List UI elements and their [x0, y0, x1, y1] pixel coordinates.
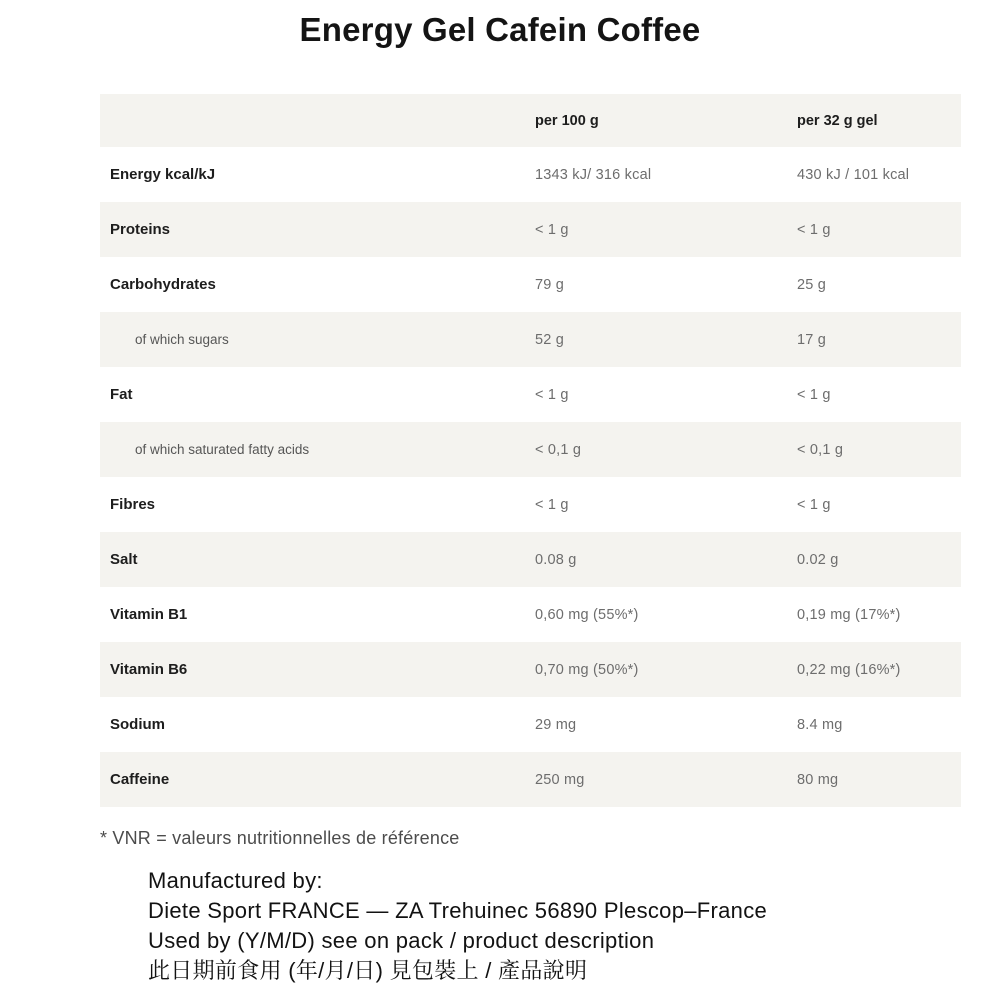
value-per-100g: < 1 g: [535, 221, 569, 238]
manufacturer-address: Diete Sport FRANCE — ZA Trehuinec 56890 Plescop–France: [148, 898, 768, 923]
value-per-100g: 1343 kJ/ 316 kcal: [535, 166, 652, 183]
table-row-vitamin-b6: [100, 642, 961, 697]
manufactured-by-label: Manufactured by:: [148, 868, 323, 893]
row-label: Vitamin B1: [110, 606, 188, 623]
header-cell-per-100g: per 100 g: [535, 112, 599, 129]
header-cell-per-32g: per 32 g gel: [797, 112, 878, 129]
row-label: Energy kcal/kJ: [110, 166, 216, 183]
value-per-32g: 8.4 mg: [797, 716, 843, 733]
row-label: Proteins: [110, 221, 171, 238]
page-title: Energy Gel Cafein Coffee: [299, 11, 701, 48]
row-label: Caffeine: [110, 771, 170, 788]
value-per-32g: 25 g: [797, 276, 827, 293]
row-label: Fat: [110, 386, 133, 403]
used-by-note-chinese: 此日期前食用 (年/月/日) 見包裝上 / 產品說明: [148, 958, 588, 983]
nutrition-table: [100, 94, 961, 807]
table-body: [100, 147, 961, 807]
value-per-32g: 430 kJ / 101 kcal: [797, 166, 910, 183]
value-per-100g: 0.08 g: [535, 551, 577, 568]
value-per-100g: 0,70 mg (50%*): [535, 661, 639, 678]
value-per-100g: 52 g: [535, 331, 565, 348]
row-label: Carbohydrates: [110, 276, 216, 293]
value-per-100g: 29 mg: [535, 716, 577, 733]
value-per-32g: 17 g: [797, 331, 827, 348]
value-per-100g: 0,60 mg (55%*): [535, 606, 639, 623]
value-per-100g: 79 g: [535, 276, 565, 293]
table-row-vitamin-b1: [100, 587, 961, 642]
manufacturer-info: [148, 866, 767, 986]
vnr-footnote: * VNR = valeurs nutritionnelles de référence: [100, 828, 460, 848]
row-label: Sodium: [110, 716, 165, 733]
table-row-caffeine: [100, 752, 961, 807]
table-row-of-which-sugars: [100, 312, 961, 367]
table-row-sodium: [100, 697, 961, 752]
table-row-salt: [100, 532, 961, 587]
value-per-32g: 0,19 mg (17%*): [797, 606, 901, 623]
value-per-32g: 0.02 g: [797, 551, 839, 568]
table-row-saturated-fatty-acids: [100, 422, 961, 477]
value-per-32g: 0,22 mg (16%*): [797, 661, 901, 678]
table-header-row: [100, 94, 961, 147]
used-by-note: Used by (Y/M/D) see on pack / product description: [148, 928, 655, 953]
table-row-carbohydrates: [100, 257, 961, 312]
row-label: Vitamin B6: [110, 661, 188, 678]
value-per-32g: < 1 g: [797, 496, 831, 513]
row-label: Fibres: [110, 496, 156, 513]
table-row-fibres: [100, 477, 961, 532]
value-per-32g: < 0,1 g: [797, 441, 844, 458]
value-per-100g: < 1 g: [535, 496, 569, 513]
table-row-energy: [100, 147, 961, 202]
table-row-proteins: [100, 202, 961, 257]
value-per-32g: < 1 g: [797, 221, 831, 238]
value-per-100g: < 1 g: [535, 386, 569, 403]
row-label: of which sugars: [135, 332, 229, 347]
row-label: Salt: [110, 551, 138, 568]
value-per-32g: < 1 g: [797, 386, 831, 403]
value-per-100g: 250 mg: [535, 771, 585, 788]
row-label: of which saturated fatty acids: [135, 442, 310, 457]
value-per-32g: 80 mg: [797, 771, 839, 788]
value-per-100g: < 0,1 g: [535, 441, 582, 458]
table-row-fat: [100, 367, 961, 422]
